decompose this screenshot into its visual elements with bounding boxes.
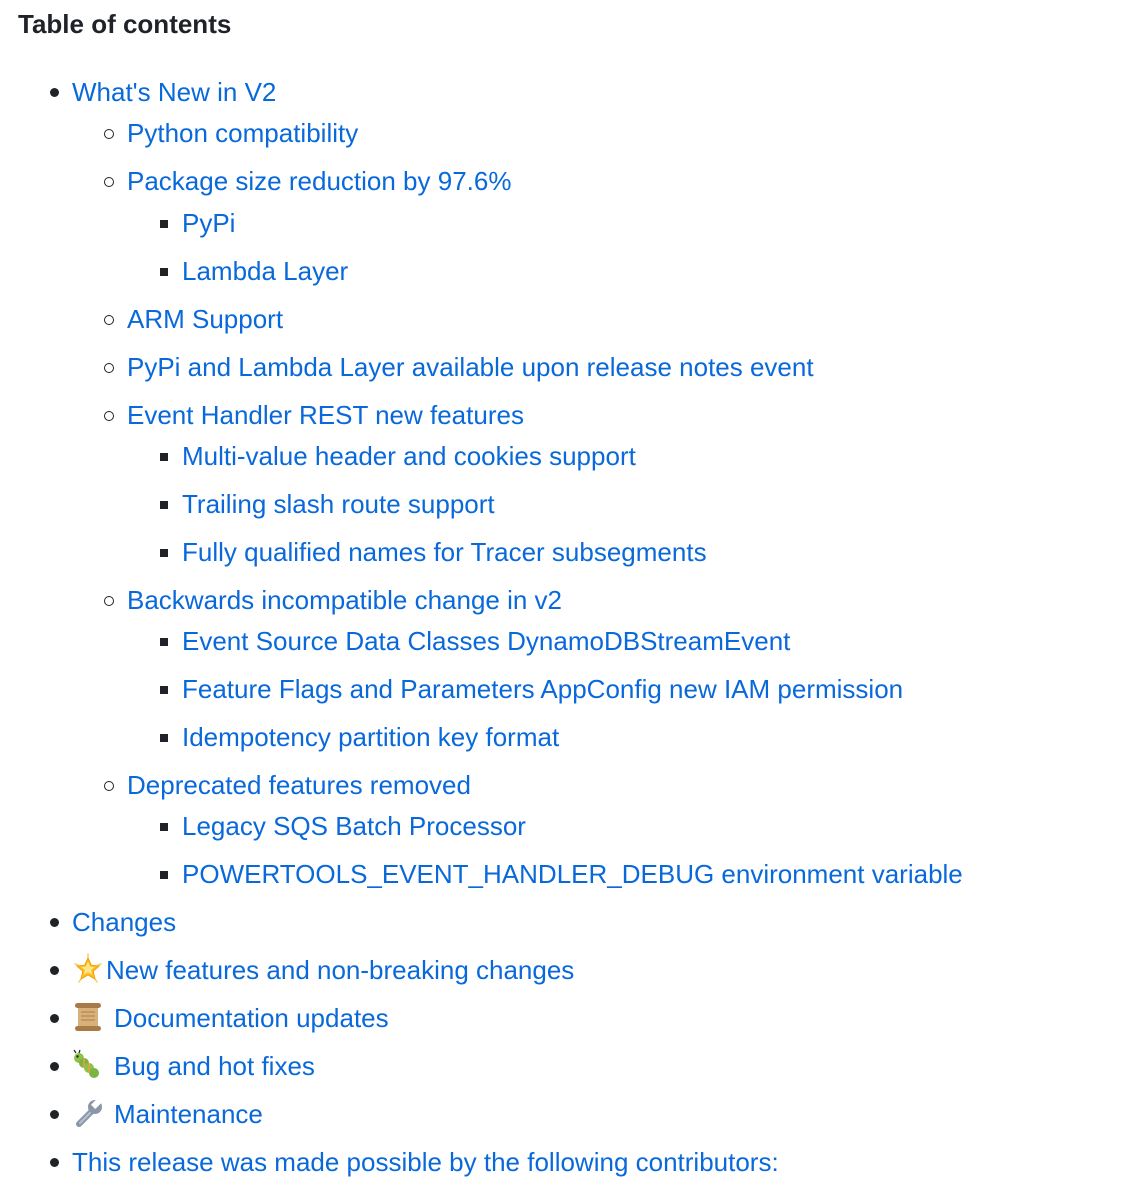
circle-bullet bbox=[104, 315, 114, 325]
square-bullet bbox=[160, 549, 168, 557]
toc-link-contributors[interactable]: This release was made possible by the following contributors: bbox=[72, 1147, 779, 1177]
toc-item bbox=[0, 808, 1100, 844]
toc-link-powertools-debug-env[interactable]: POWERTOOLS_EVENT_HANDLER_DEBUG environment variable bbox=[182, 859, 963, 889]
toc-heading: Table of contents bbox=[18, 9, 232, 39]
square-bullet bbox=[160, 638, 168, 646]
toc-item bbox=[0, 115, 1100, 151]
disc-bullet bbox=[50, 1014, 59, 1023]
toc-item bbox=[0, 438, 1100, 474]
disc-bullet bbox=[50, 918, 59, 927]
circle-bullet bbox=[104, 177, 114, 187]
wrench-icon bbox=[72, 1097, 104, 1129]
toc-item bbox=[0, 205, 1100, 241]
toc-item bbox=[0, 301, 1100, 337]
toc-link-new-features[interactable] bbox=[72, 952, 574, 988]
disc-bullet bbox=[50, 88, 59, 97]
toc-item bbox=[0, 349, 1100, 385]
disc-bullet bbox=[50, 1110, 59, 1119]
circle-bullet bbox=[104, 781, 114, 791]
bug-icon bbox=[72, 1049, 104, 1081]
disc-bullet bbox=[50, 1062, 59, 1071]
square-bullet bbox=[160, 734, 168, 742]
toc-item bbox=[0, 623, 1100, 659]
toc-item bbox=[0, 397, 1100, 433]
square-bullet bbox=[160, 871, 168, 879]
toc-item bbox=[0, 582, 1100, 618]
toc-link-pypi-lambda-release-notes[interactable]: PyPi and Lambda Layer available upon release notes event bbox=[127, 352, 814, 382]
toc-item bbox=[0, 1096, 1100, 1132]
square-bullet bbox=[160, 686, 168, 694]
toc-link-arm-support[interactable]: ARM Support bbox=[127, 304, 284, 334]
toc-link-label: New features and non-breaking changes bbox=[106, 955, 575, 985]
toc-item bbox=[0, 719, 1100, 755]
toc-item bbox=[0, 904, 1100, 940]
toc-link-whats-new-v2[interactable]: What's New in V2 bbox=[72, 77, 277, 107]
toc-item bbox=[0, 952, 1100, 988]
toc-link-deprecated-features[interactable]: Deprecated features removed bbox=[127, 770, 471, 800]
toc-item bbox=[0, 253, 1100, 289]
square-bullet bbox=[160, 220, 168, 228]
toc-item bbox=[0, 163, 1100, 199]
toc-link-bug-fixes[interactable] bbox=[72, 1048, 315, 1084]
glowing-star-icon bbox=[72, 953, 104, 985]
toc-link-idempotency-key[interactable]: Idempotency partition key format bbox=[182, 722, 560, 752]
toc-item bbox=[0, 74, 1100, 110]
circle-bullet bbox=[104, 596, 114, 606]
toc-link-maintenance[interactable] bbox=[72, 1096, 263, 1132]
square-bullet bbox=[160, 453, 168, 461]
toc-item bbox=[0, 671, 1100, 707]
toc-link-label: Bug and hot fixes bbox=[114, 1051, 315, 1081]
toc-link-multi-value-header[interactable]: Multi-value header and cookies support bbox=[182, 441, 636, 471]
toc-link-label: Documentation updates bbox=[114, 1003, 389, 1033]
toc-link-dynamodb-stream-event[interactable]: Event Source Data Classes DynamoDBStreamEvent bbox=[182, 626, 791, 656]
toc-item bbox=[0, 1048, 1100, 1084]
toc-link-trailing-slash[interactable]: Trailing slash route support bbox=[182, 489, 495, 519]
toc-link-backwards-incompatible[interactable]: Backwards incompatible change in v2 bbox=[127, 585, 563, 615]
toc-link-lambda-layer[interactable]: Lambda Layer bbox=[182, 256, 349, 286]
disc-bullet bbox=[50, 966, 59, 975]
scroll-icon bbox=[72, 1001, 104, 1033]
toc-link-package-size-reduction[interactable]: Package size reduction by 97.6% bbox=[127, 166, 512, 196]
toc-link-documentation-updates[interactable] bbox=[72, 1000, 389, 1036]
toc-link-python-compatibility[interactable]: Python compatibility bbox=[127, 118, 359, 148]
toc-link-pypi[interactable]: PyPi bbox=[182, 208, 236, 238]
toc-link-changes[interactable]: Changes bbox=[72, 907, 177, 937]
square-bullet bbox=[160, 823, 168, 831]
toc-link-label: Maintenance bbox=[114, 1099, 263, 1129]
toc-item bbox=[0, 856, 1100, 892]
toc-item bbox=[0, 767, 1100, 803]
circle-bullet bbox=[104, 129, 114, 139]
square-bullet bbox=[160, 268, 168, 276]
disc-bullet bbox=[50, 1158, 59, 1167]
toc-item bbox=[0, 486, 1100, 522]
toc-item bbox=[0, 534, 1100, 570]
toc-link-fully-qualified-names[interactable]: Fully qualified names for Tracer subsegments bbox=[182, 537, 707, 567]
toc-link-event-handler-rest[interactable]: Event Handler REST new features bbox=[127, 400, 524, 430]
circle-bullet bbox=[104, 411, 114, 421]
square-bullet bbox=[160, 501, 168, 509]
toc-link-legacy-sqs[interactable]: Legacy SQS Batch Processor bbox=[182, 811, 526, 841]
toc-item bbox=[0, 1000, 1100, 1036]
toc-link-appconfig-iam[interactable]: Feature Flags and Parameters AppConfig new IAM permission bbox=[182, 674, 904, 704]
circle-bullet bbox=[104, 363, 114, 373]
toc-item bbox=[0, 1144, 1100, 1180]
